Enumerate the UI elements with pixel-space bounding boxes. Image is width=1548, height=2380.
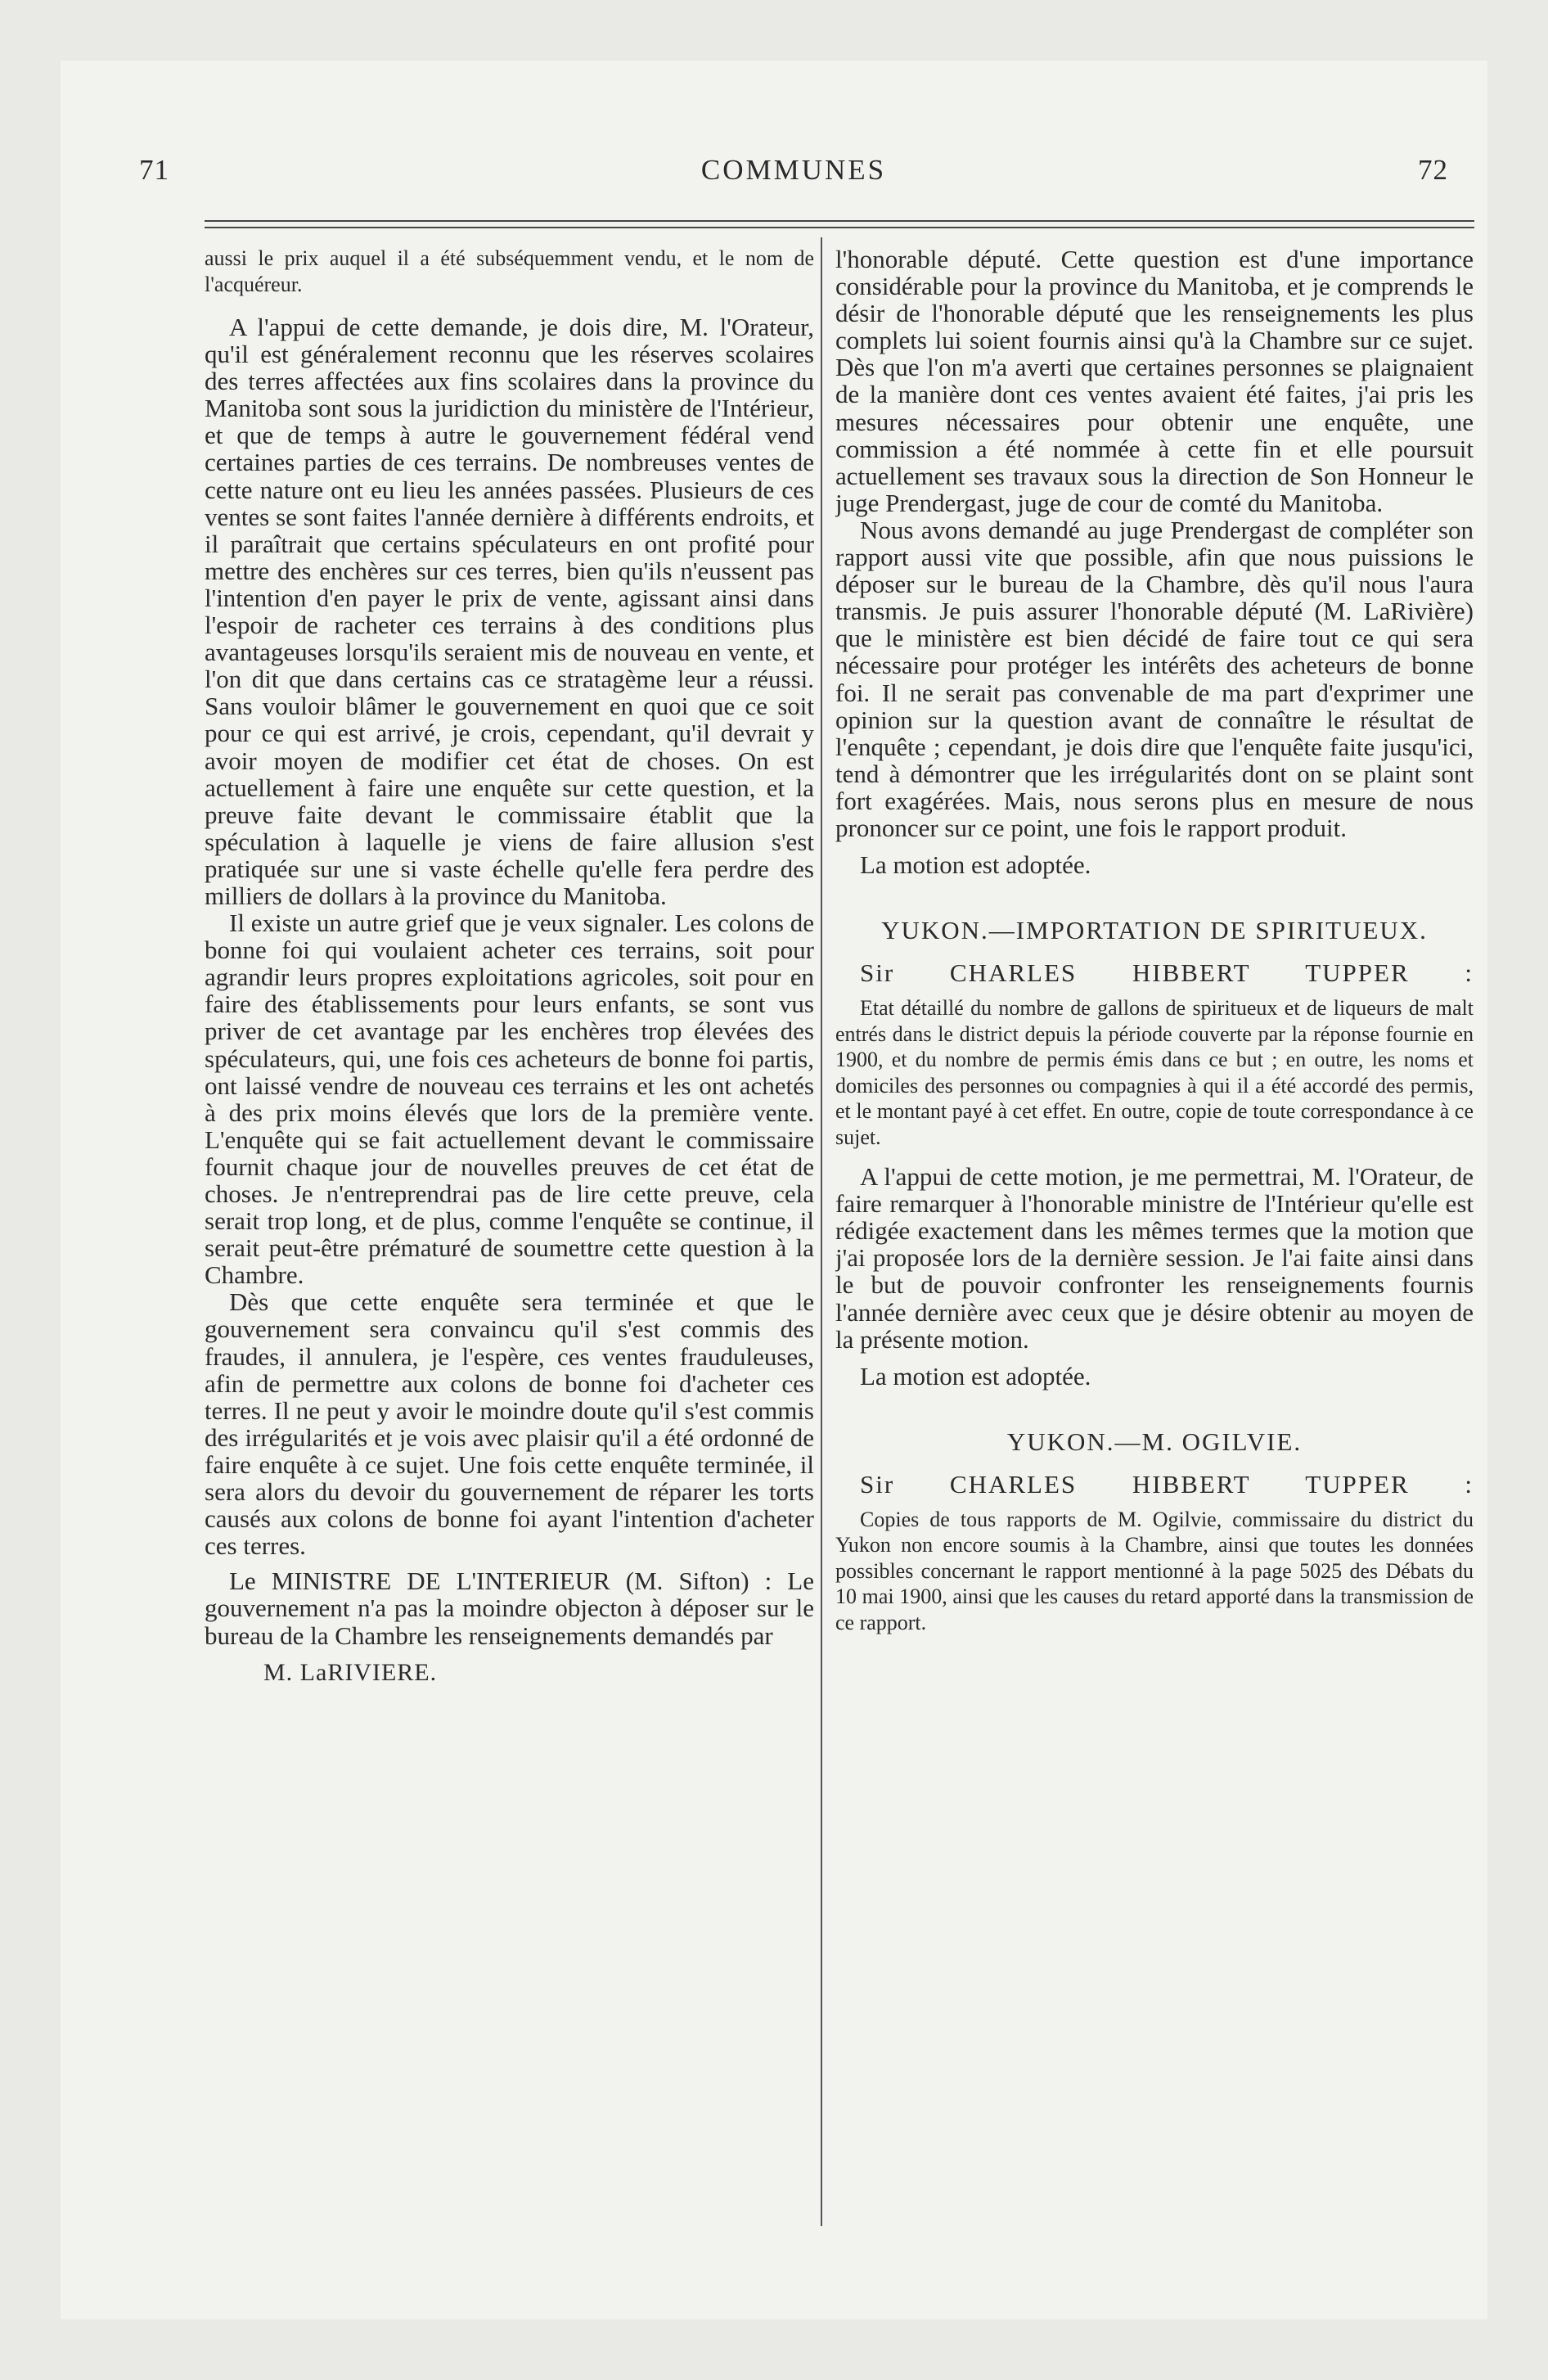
section-heading: YUKON.—IMPORTATION DE SPIRITUEUX.	[881, 916, 1428, 945]
paragraph: Dès que cette enquête sera terminée et que le gouvernement sera convaincu qu'il s'est commis des fraudes, il annulera, je l'espère, ces ventes frauduleuses, afin de permettre aux colons de bonne foi d'acheter ces terres. Il ne peut y avoir le moindre doute qu'il s'est commis des irrégularités et je vois avec plaisir qu'il a été ordonné de faire enquête à ce sujet. Une fois cette enquête terminée, il sera alors du devoir du gouvernement de réparer les torts causés aux colons de bonne foi ayant l'intention d'acheter ces terres.	[205, 1287, 814, 1561]
header-rule-bottom	[205, 227, 1474, 228]
paragraph: Le MINISTRE DE L'INTERIEUR (M. Sifton) : Le gouvernement n'a pas la moindre objecton à déposer sur le bureau de la Chambre les renseignements demandés par	[205, 1566, 814, 1650]
paragraph: A l'appui de cette demande, je dois dire, M. l'Orateur, qu'il est généralement reconnu que les réserves scolaires des terres affectées aux fins scolaires dans la province du Manitoba sont sous la juridiction du ministère de l'Intérieur, et que de temps à autre le gouvernement fédéral vend certaines parties de ces terrains. De nombreuses ventes de cette nature ont eu lieu les années passées. Plusieurs de ces ventes se sont faites l'année dernière à différents endroits, et il paraîtrait que certains spéculateurs en ont profité pour mettre des enchères sur ces terres, bien qu'ils n'eussent pas l'intention d'en payer le prix de vente, agissant ainsi dans l'espoir de racheter ces terrains à des conditions plus avantageuses lorsqu'ils seraient mis de nouveau en vente, et l'on dit que dans certains cas ce stratagème leur a réussi. Sans vouloir blâmer le gouvernement en quoi que ce soit pour ce qui est arrivé, je crois, cependant, qu'il devrait y avoir moyen de modifier cet état de choses. On est actuellement à faire une enquête sur cette question, et la preuve faite devant le commissaire établit que la spéculation à laquelle je viens de faire allusion s'est pratiquée sur une si vaste échelle qu'elle fera perdre des milliers de dollars à la province du Manitoba.	[205, 313, 814, 910]
paragraph: A l'appui de cette motion, je me permettrai, M. l'Orateur, de faire remarquer à l'honorable ministre de l'Intérieur qu'elle est rédigée exactement dans les mêmes termes que la motion que j'ai proposée lors de la dernière session. Je l'ai faite ainsi dans le but de pouvoir confronter les renseignements fournis l'année dernière avec ceux que je désire obtenir au moyen de la présente motion.	[835, 1162, 1474, 1354]
right-column	[835, 246, 1474, 2243]
page-number-left: 71	[139, 154, 169, 186]
left-column	[205, 246, 814, 2243]
page-title: COMMUNES	[700, 154, 887, 186]
header-rule-top	[205, 220, 1474, 222]
paragraph: Il existe un autre grief que je veux signaler. Les colons de bonne foi qui voulaient acheter ces terrains, soit pour agrandir leurs propres exploitations agricoles, soit pour en faire des établissements pour leurs enfants, se sont vus priver de cet avantage par les enchères trop élevées des spéculateurs, qui, une fois ces acheteurs de bonne foi partis, ont laissé vendre de nouveau ces terrains et les ont achetés à des prix moins élevés que lors de la première vente. L'enquête qui se fait actuellement devant le commissaire fournit chaque jour de nouvelles preuves de cet état de choses. Je n'entreprendrai pas de lire cette preuve, cela serait trop long, et de plus, comme l'enquête se continue, il serait peut-être prématuré de soumettre cette question à la Chambre.	[205, 908, 814, 1290]
speaker-name: Sir CHARLES HIBBERT TUPPER :	[860, 958, 1474, 988]
page-header	[139, 146, 1448, 195]
paragraph: aussi le prix auquel il a été subséquemment vendu, et le nom de l'acquéreur.	[205, 246, 814, 296]
paragraph: l'honorable député. Cette question est d'une importance considérable pour la province du Manitoba, et je comprends le désir de l'honorable député que les renseignements les plus complets lui soient fournis ainsi qu'à la Chambre sur ce sujet. Dès que l'on m'a averti que certaines personnes se plaignaient de la manière dont ces ventes avaient été faites, j'ai pris les mesures nécessaires pour obtenir une enquête, une commission a été nommée à cette fin et elle poursuit actuellement ses travaux sous la direction de Son Honneur le juge Prendergast, juge de cour de comté du Manitoba.	[835, 246, 1474, 517]
motion-adopted: La motion est adoptée.	[860, 1361, 1091, 1391]
paragraph: Nous avons demandé au juge Prendergast de compléter son rapport aussi vite que possible, afin que nous puissions le déposer sur le bureau de la Chambre, dès qu'il nous l'aura transmis. Je puis assurer l'honorable député (M. LaRivière) que le ministère est bien décidé de faire tout ce qui sera nécessaire pour protéger les intérêts des acheteurs de bonne foi. Il ne serait pas convenable de ma part d'exprimer une opinion sur la question avant de connaître le résultat de l'enquête ; cependant, je dois dire que l'enquête faite jusqu'ici, tend à démontrer que les irrégularités dont on se plaint sont fort exagérées. Mais, nous serons plus en mesure de nous prononcer sur ce point, une fois le rapport produit.	[835, 515, 1474, 842]
page-number-right: 72	[1418, 154, 1448, 186]
motion-adopted: La motion est adoptée.	[860, 850, 1091, 880]
motion-request: Etat détaillé du nombre de gallons de spiritueux et de liqueurs de malt entrés dans le district depuis la période couverte par la réponse fournie en 1900, et du nombre de permis émis dans ce but ; en outre, les noms et domiciles des personnes ou compagnies à qui il a été accordé des permis, et le montant payé à cet effet. En outre, copie de toute correspondance à ce sujet.	[835, 996, 1474, 1149]
section-heading: YUKON.—M. OGILVIE.	[1006, 1427, 1303, 1456]
motion-request: Copies de tous rapports de M. Ogilvie, commissaire du district du Yukon non encore soumis à la Chambre, ainsi que toutes les données possibles concernant le rapport mentionné à la page 5025 des Débats du 10 mai 1900, ainsi que les causes du retard apporté dans la transmission de ce rapport.	[835, 1507, 1474, 1634]
speaker-name: Sir CHARLES HIBBERT TUPPER :	[860, 1469, 1474, 1499]
running-signature: M. LaRIVIERE.	[263, 1658, 438, 1686]
column-divider	[821, 237, 822, 2226]
